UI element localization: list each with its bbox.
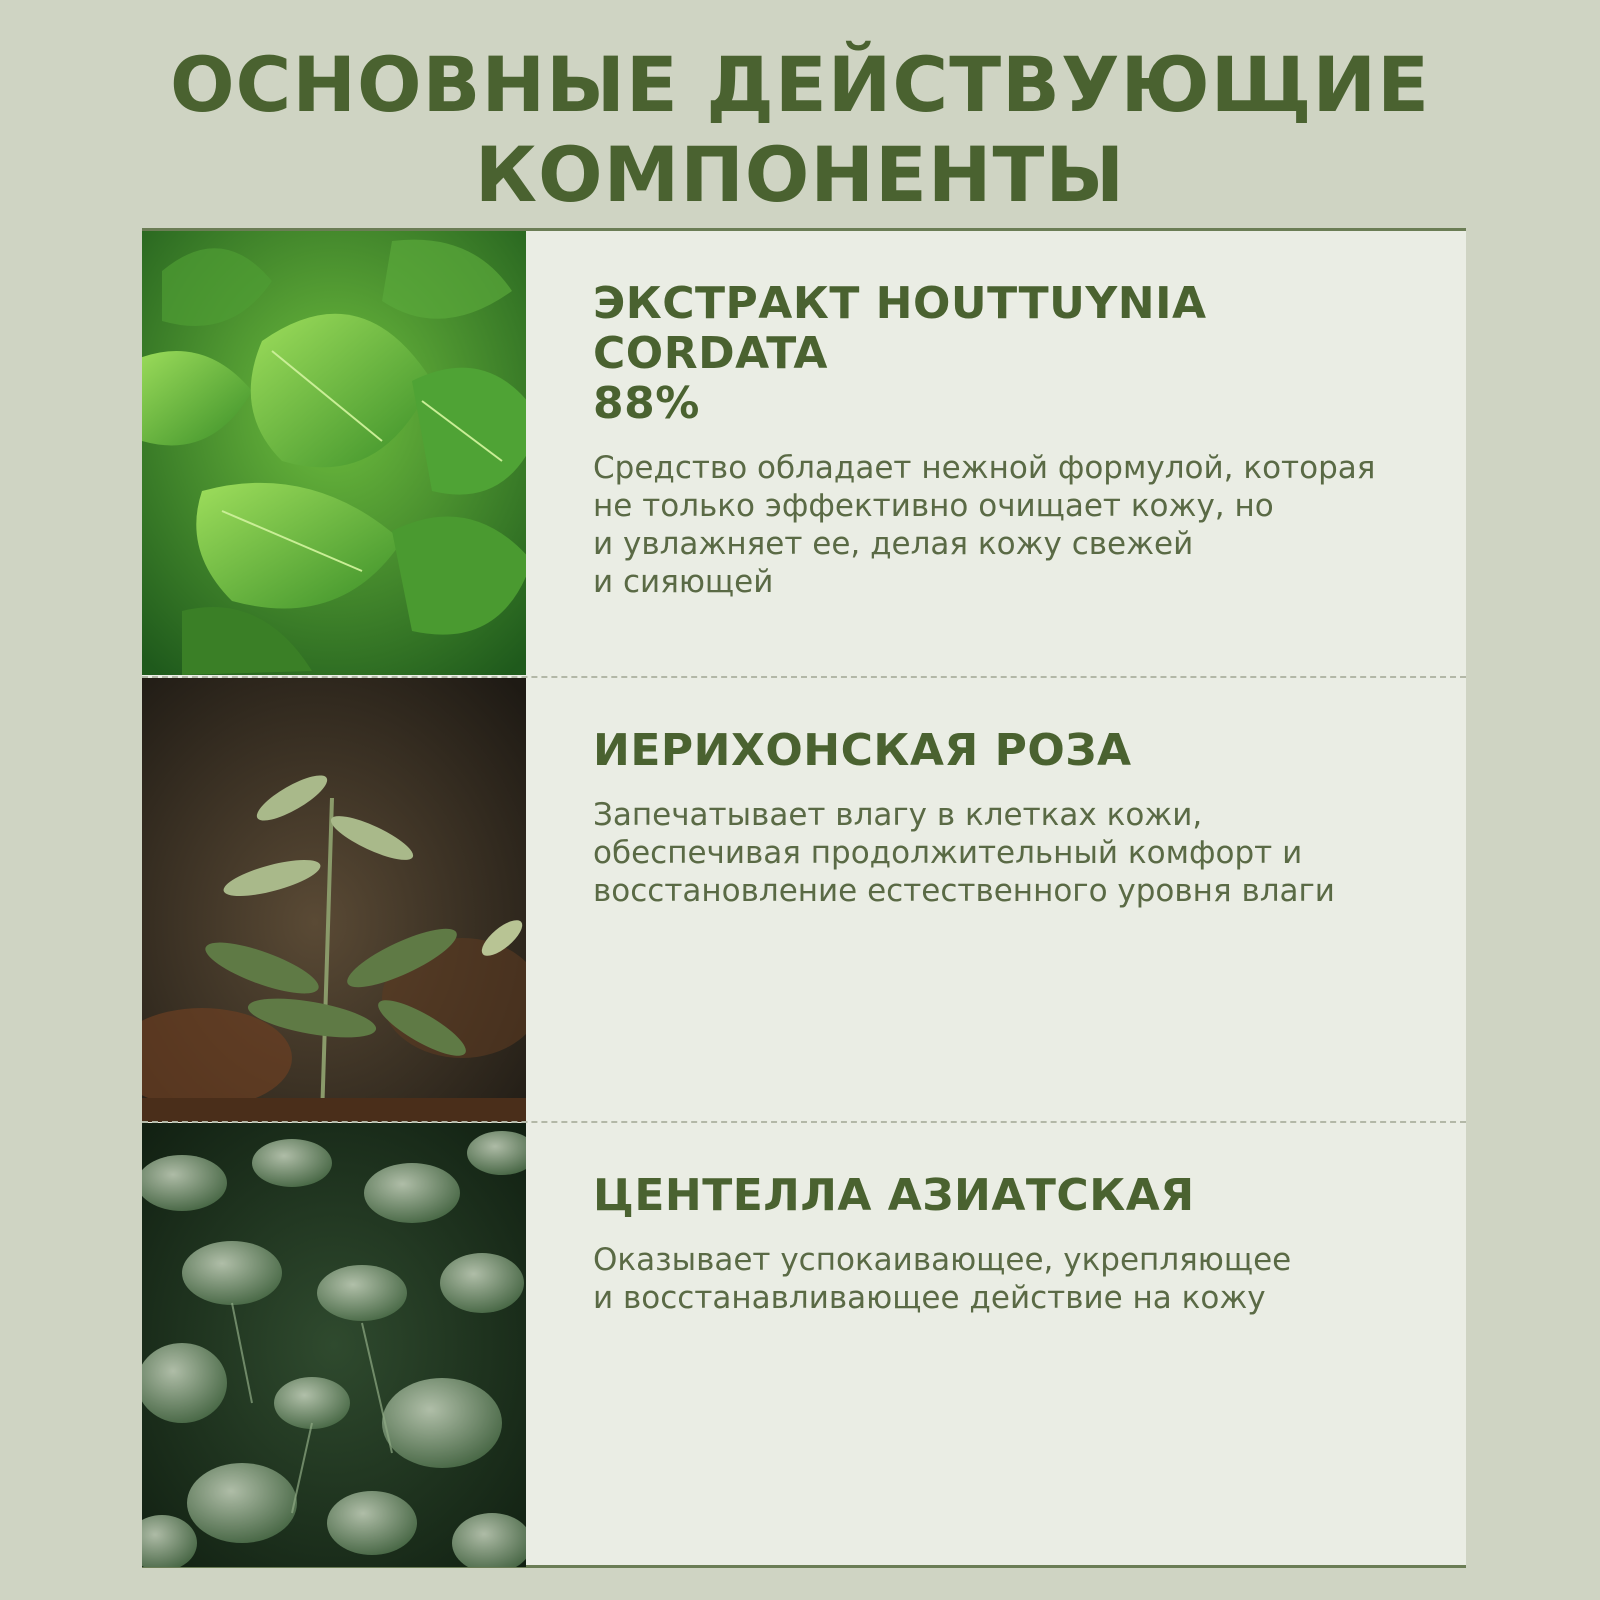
page-title-line-1: ОСНОВНЫЕ ДЕЙСТВУЮЩИЕ bbox=[169, 40, 1431, 129]
ingredient-title: ЦЕНТЕЛЛА АЗИАТСКАЯ bbox=[593, 1170, 1195, 1221]
ingredient-description: Запечатывает влагу в клетках кожи, обеспечивая продолжительный комфорт и восстановление естественного уровня влаги bbox=[593, 797, 1335, 909]
jericho-rose-image bbox=[142, 678, 526, 1122]
jericho-rose-text bbox=[593, 726, 1433, 910]
houttuynia-leaves-image bbox=[142, 231, 526, 675]
ingredient-centella bbox=[142, 1121, 1466, 1567]
ingredient-houttuynia bbox=[142, 231, 1466, 675]
houttuynia-text bbox=[593, 279, 1433, 601]
page-title-line-2: КОМПОНЕНТЫ bbox=[474, 130, 1126, 219]
ingredient-title: ЭКСТРАКТ HOUTTUYNIA CORDATA 88% bbox=[593, 278, 1207, 429]
centella-text bbox=[593, 1171, 1433, 1317]
ingredient-title: ИЕРИХОНСКАЯ РОЗА bbox=[593, 725, 1132, 776]
ingredients-card bbox=[142, 228, 1466, 1568]
ingredient-description: Оказывает успокаивающее, укрепляющее и восстанавливающее действие на кожу bbox=[593, 1242, 1292, 1316]
page-title bbox=[0, 40, 1600, 220]
ingredient-jericho-rose bbox=[142, 676, 1466, 1122]
ingredient-description: Средство обладает нежной формулой, которая не только эффективно очищает кожу, но и увлажняет ее, делая кожу свежей и сияющей bbox=[593, 450, 1376, 600]
centella-leaves-image bbox=[142, 1123, 526, 1567]
